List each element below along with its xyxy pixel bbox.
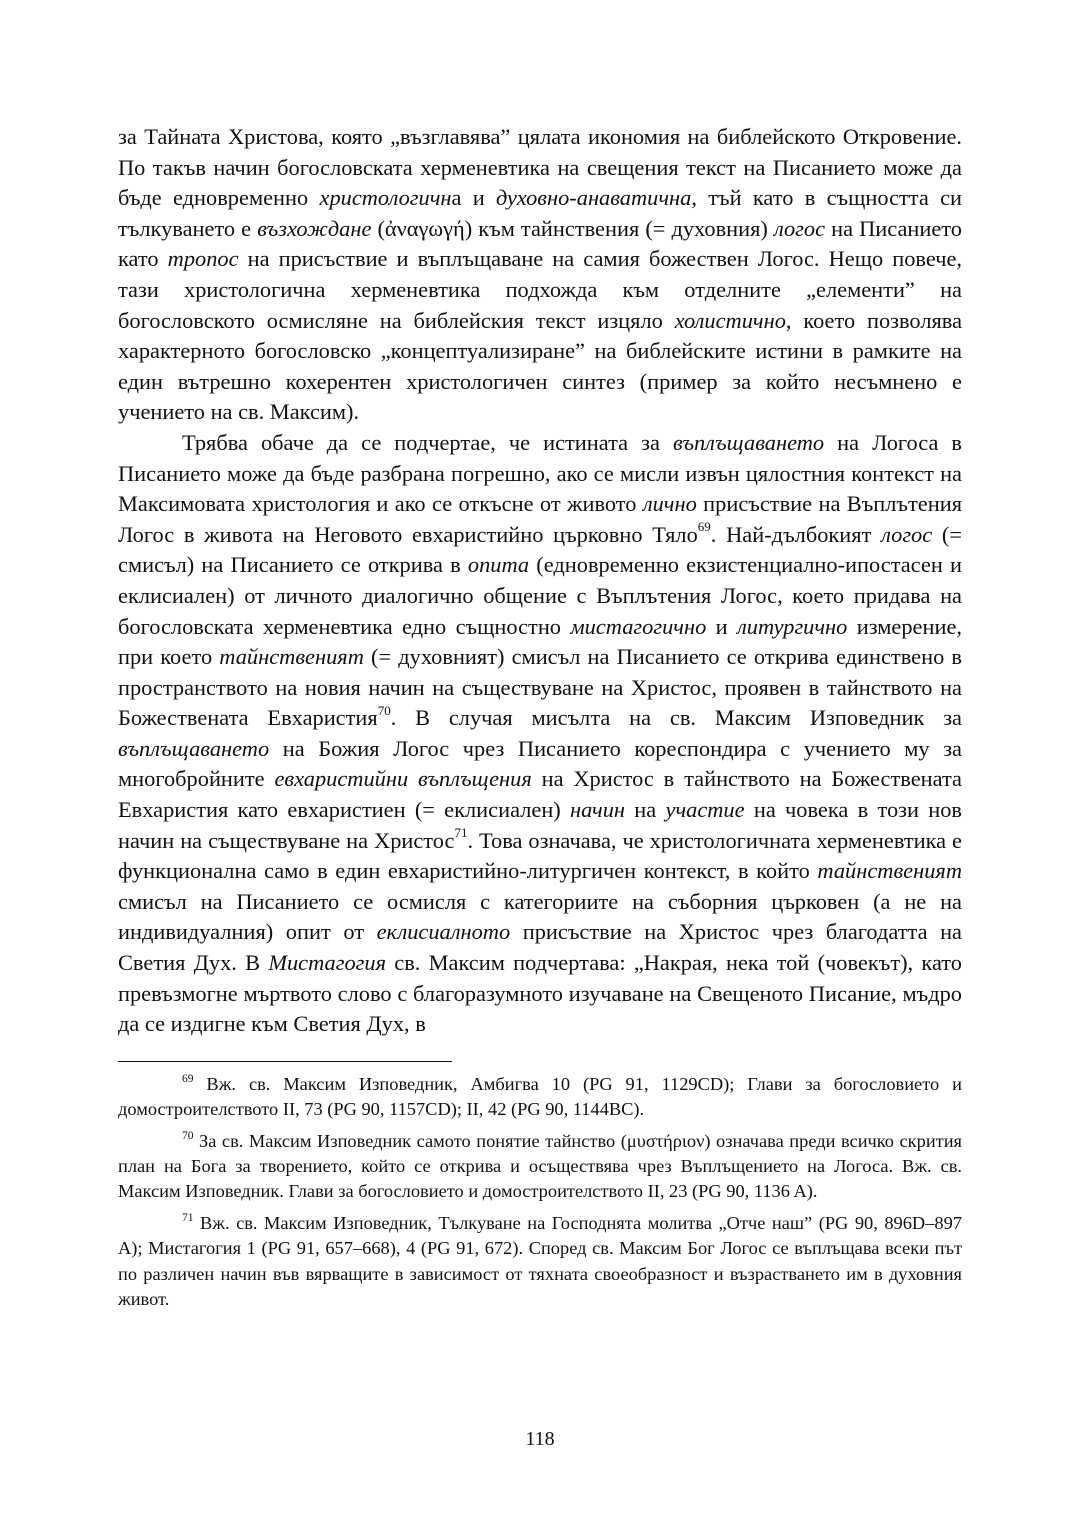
italic-term: холистично: [674, 307, 786, 333]
italic-term: духовно-анаватична: [496, 185, 692, 211]
text-run: за Тайната Христова, която „възглавява” цялата икономия на библейското Откровение. По такъв начин богословската херменевтика на свещения текст на Писанието може да бъде едновременно: [118, 124, 962, 211]
footnote-marker: 69: [182, 1072, 194, 1085]
text-run: на: [625, 797, 666, 823]
footnote-text: Вж. св. Максим Изповедник, Амбигва 10 (PG 91, 1129CD); Глави за богословието и домостроителството II, 73 (PG 90, 1157CD); II, 42 (PG 90, 1144BC).: [118, 1073, 962, 1120]
italic-term: христологичн: [319, 185, 452, 211]
text-run: на Божия Логос чрез Писанието кореспондира с учението му за многобройните: [118, 735, 962, 792]
footnote-text: Вж. св. Максим Изповедник, Тълкуване на Господнята молитва „Отче наш” (PG 90, 896D–897 A); Мистагогия 1 (PG 91, 657–668), 4 (PG 91, 672). Според св. Максим Бог Логос се въплъщава всеки път по различен начин във вярващите в зависимост от тяхната своеобразност и възрастването им в духовния живот.: [118, 1212, 962, 1310]
italic-term: тайнственият: [817, 858, 962, 884]
italic-term: тайнственият: [219, 644, 364, 670]
footnote-69: [118, 1072, 962, 1123]
text-run: . Това означава, че христологичната херменевтика е функционална само в един евхаристийно-литургичен контекст, в който: [118, 827, 962, 884]
text-run: . Най-дълбокият: [710, 521, 882, 547]
footnote-reference: 70: [377, 702, 391, 718]
footnotes: [118, 1072, 962, 1313]
footnote-reference: 69: [697, 519, 711, 535]
text-run: смисъл на Писанието се осмисля с категориите на съборния църковен (а не на индивидуалния) опит от: [118, 888, 962, 945]
italic-term: литургично: [737, 613, 848, 639]
text-run: , което позволява характерното богословско „концептуализиране” на библейските истини в рамките на един вътрешно кохерентен христологичен синтез (пример за който несъмнено е учението на св. Максим).: [118, 307, 963, 425]
italic-term: Мистагогия: [268, 950, 387, 976]
text-run: (ἀναγωγή) към тайнствения (= духовния): [371, 215, 774, 241]
text-run: , тъй като в същността си тълкуването е: [118, 185, 962, 241]
paragraph-1: [118, 122, 962, 428]
italic-term: възхождане: [257, 215, 372, 241]
main-text: [118, 122, 962, 1040]
italic-term: участие: [665, 797, 745, 823]
text-run: (= духовният) смисъл на Писанието се открива единствено в пространството на новия начин на съществуване на Христос, проявен в тайнството на Божествената Евхаристия: [118, 644, 962, 731]
text-run: и: [706, 613, 738, 639]
text-run: присъствие на Христос чрез благодатта на Светия Дух. В: [118, 919, 962, 976]
text-run: . В случая мисълта на св. Максим Изповедник за: [390, 705, 962, 731]
footnote-reference: 71: [454, 825, 468, 841]
footnote-separator: [118, 1061, 452, 1062]
footnote-text: За св. Максим Изповедник самото понятие тайнство (μυστήριον) означава преди всичко скрития план на Бога за творението, който се открива и осъществява чрез Въплъщението на Логоса. Вж. св. Максим Изповедник. Глави за богословието и домостроителството II, 23 (PG 90, 1136 A).: [118, 1130, 962, 1202]
text-run: а и: [451, 185, 497, 211]
italic-term: лично: [642, 491, 697, 517]
italic-term: въплъщаването: [118, 735, 270, 761]
footnote-70: [118, 1129, 962, 1205]
text-run: (едновременно екзистенциално-ипостасен и еклисиален) от личното диалогично общение с Въплътения Логос, което придава на богословската херменевтика едно същностно: [118, 552, 962, 639]
footnote-marker: 70: [182, 1129, 194, 1142]
italic-term: еклисиалното: [376, 919, 511, 945]
italic-term: опита: [467, 552, 530, 578]
text-run: св. Максим подчертава: „Накрая, нека той (човекът), като превъзмогне мъртвото слово с благоразумното изучаване на Свещеното Писание, мъдро да се издигне към Светия Дух, в: [118, 950, 962, 1037]
text-run: на Логоса в Писанието може да бъде разбрана погрешно, ако се мисли извън цялостния контекст на Максимовата христология и ако се откъсне от живото: [118, 429, 963, 517]
text-run: на Христос в тайнството на Божествената Евхаристия като евхаристиен (= еклисиален): [118, 766, 962, 823]
text-run: на Писанието като: [118, 215, 962, 272]
italic-term: мистагогично: [570, 613, 707, 639]
text-run: измерение, при което: [118, 613, 962, 670]
text-run: Трябва обаче да се подчертае, че истината за: [182, 429, 673, 455]
italic-term: начин: [570, 797, 626, 823]
document-page: [118, 122, 962, 1312]
text-run: (= смисъл) на Писанието се открива в: [118, 521, 963, 578]
italic-term: логос: [773, 215, 826, 241]
page-number: 118: [525, 1428, 555, 1450]
paragraph-2: [118, 428, 962, 1040]
italic-term: логос: [881, 521, 933, 547]
italic-term: въплъщаването: [672, 429, 825, 455]
text-run: на човека в този нов начин на съществуване на Христос: [118, 797, 962, 853]
italic-term: евхаристийни въплъщения: [274, 766, 532, 792]
footnote-marker: 71: [182, 1211, 194, 1224]
text-run: на присъствие и въплъщаване на самия божествен Логос. Нещо повече, тази христологична херменевтика подхожда към отделните „елементи” на богословското осмисляне на библейския текст изцяло: [118, 246, 963, 333]
italic-term: тропос: [167, 246, 239, 272]
footnote-71: [118, 1211, 962, 1313]
text-run: присъствие на Въплътения Логос в живота на Неговото евхаристийно църковно Тяло: [118, 491, 962, 547]
